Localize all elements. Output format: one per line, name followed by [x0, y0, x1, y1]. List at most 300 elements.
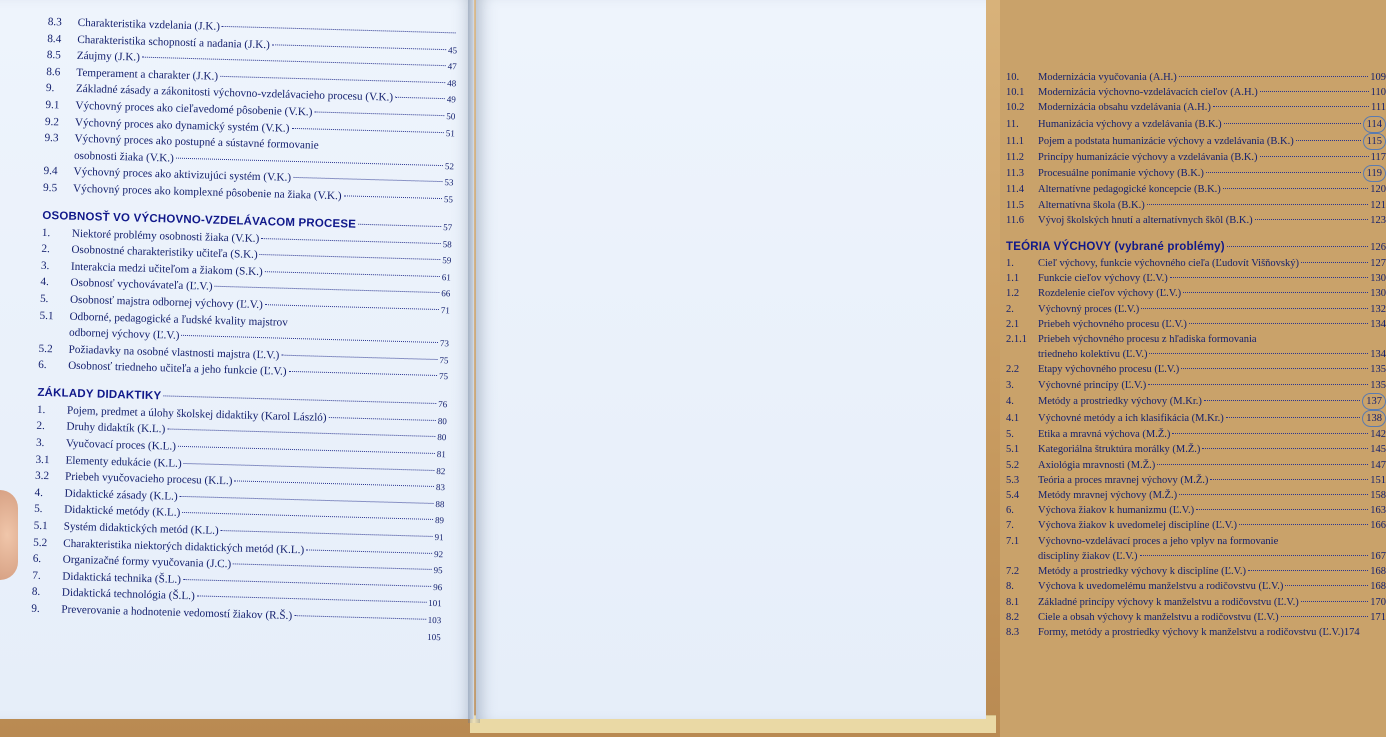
toc-entry-number: 2.	[41, 243, 50, 256]
toc-entry-title: Vývoj školských hnutí a alternatívnych škôl (B.K.)	[1038, 214, 1253, 226]
toc-entry-page: 52	[444, 160, 455, 172]
leader-dots	[1260, 156, 1369, 157]
section-heading-teoria-vychovy	[1006, 238, 1386, 256]
toc-entry-page: 71	[440, 304, 451, 316]
toc-entry	[1006, 473, 1386, 488]
toc-entry-title: Vyučovací proces (K.L.)	[65, 437, 177, 453]
toc-entry	[1006, 564, 1386, 579]
leader-dots	[293, 177, 442, 182]
toc-entry-page: 119	[1363, 165, 1386, 182]
toc-entry-number: 3.	[1006, 379, 1014, 391]
toc-entry-title: Humanizácia výchovy a vzdelávania (B.K.)	[1038, 118, 1222, 130]
toc-entry-page: 66	[441, 288, 451, 299]
leader-dots	[329, 417, 436, 421]
toc-entry-title: Axiológia mravnosti (M.Ž.)	[1038, 459, 1156, 471]
toc-entry	[1006, 302, 1386, 317]
toc-entry-page: 109	[1370, 72, 1386, 83]
leader-dots	[291, 127, 443, 132]
leader-dots	[1141, 308, 1368, 309]
toc-entry-page: 135	[1370, 364, 1386, 376]
toc-entry-title: Výchovný proces ako dynamický systém (V.K.)	[74, 116, 290, 135]
toc-entry-title: Priebeh vyučovacieho procesu (K.L.)	[64, 470, 233, 488]
toc-entry	[1006, 213, 1386, 228]
toc-entry-page: 138	[1362, 410, 1386, 427]
toc-entry-page: 127	[1370, 258, 1386, 270]
toc-entry	[1006, 256, 1386, 271]
leader-dots	[1172, 433, 1368, 434]
toc-entry-page: 134	[1370, 318, 1386, 330]
toc-entry-page: 166	[1370, 520, 1386, 532]
toc-entry	[1006, 85, 1386, 100]
leader-dots	[1147, 204, 1369, 205]
toc-entry-title-continued: osobnosti žiaka (V.K.)	[73, 149, 175, 165]
leader-dots	[184, 463, 435, 471]
toc-entry-page: 58	[442, 238, 452, 249]
toc-entry-page: 135	[1370, 379, 1386, 391]
toc-entry-number: 2.	[1006, 303, 1014, 315]
toc-entry-title: Odborné, pedagogické a ľudské kvality majstrov	[69, 310, 288, 329]
leader-dots	[197, 596, 426, 603]
toc-entry-number: 5.3	[1006, 474, 1020, 486]
toc-entry-title: Výchovný proces ako cieľavedomé pôsobenie (V.K.)	[75, 99, 313, 119]
toc-entry-number: 1.2	[1006, 288, 1020, 300]
toc-entry-number: 2.1	[1006, 318, 1020, 330]
right-page	[476, 0, 1386, 719]
leader-dots	[142, 57, 446, 66]
toc-entry-title: Alternatívna škola (B.K.)	[1038, 199, 1145, 211]
toc-entry	[1006, 332, 1386, 347]
toc-entry	[1006, 182, 1386, 197]
leader-dots	[395, 97, 445, 99]
toc-entry-title: Priebeh výchovného procesu z hľadiska formovania	[1038, 334, 1257, 346]
toc-entry-title: Kategoriálna štruktúra morálky (M.Ž.)	[1038, 444, 1201, 456]
toc-entry-title: Základné zásady a zákonitosti výchovno-vzdelávacieho procesu (V.K.)	[75, 83, 394, 105]
toc-entry-number: 7.2	[1006, 566, 1020, 578]
toc-entry-title: Cieľ výchovy, funkcie výchovného cieľa (Ľudovít Višňovský)	[1038, 258, 1300, 270]
toc-entry-title: Metódy a prostriedky výchovy (M.Kr.)	[1038, 395, 1202, 407]
toc-entry	[1006, 427, 1386, 442]
leader-dots	[1202, 448, 1368, 449]
toc-entry	[1006, 198, 1386, 213]
toc-entry-page: 47	[447, 61, 457, 72]
toc-entry-page: 130	[1370, 273, 1386, 285]
toc-entry-page: 171	[1370, 611, 1386, 623]
leader-dots	[1196, 509, 1368, 510]
toc-entry-page: 103	[427, 614, 442, 626]
section-heading-text: ZÁKLADY DIDAKTIKY	[37, 386, 162, 403]
toc-entry-page: 80	[437, 415, 447, 427]
toc-entry-title: Princípy humanizácie výchovy a vzdelávania (B.K.)	[1038, 152, 1258, 164]
leader-dots	[1170, 277, 1368, 278]
leader-dots	[314, 111, 444, 116]
toc-entry-title: Didaktické metódy (K.L.)	[63, 504, 181, 520]
toc-entry-number: 11.6	[1006, 214, 1024, 226]
leader-dots	[281, 354, 437, 359]
toc-entry-page: 151	[1370, 474, 1386, 486]
toc-entry-page: 75	[438, 371, 449, 382]
toc-entry-title: Osobnosť majstra odbornej výchovy (Ľ.V.)	[69, 293, 264, 312]
section-heading-page: 76	[438, 398, 448, 410]
toc-entry-title: Výchova k uvedomelému manželstvu a rodičovstvu (Ľ.V.)	[1038, 581, 1284, 593]
toc-entry	[1006, 271, 1386, 286]
toc-entry-number: 1.	[1006, 258, 1014, 270]
toc-entry-title: Elementy edukácie (K.L.)	[65, 454, 182, 470]
toc-entry-number: 7.	[32, 569, 41, 582]
toc-entry-page: 134	[1370, 349, 1386, 361]
toc-entry-title: Základné princípy výchovy k manželstvu a rodičovstvu (Ľ.V.)	[1038, 596, 1299, 608]
toc-entry	[1006, 488, 1386, 503]
toc-entry-number: 5.2	[33, 536, 48, 549]
toc-entry-number: 5.	[33, 503, 43, 516]
toc-entry	[1006, 286, 1386, 301]
toc-entry-page: 101	[428, 598, 442, 609]
toc-entry-title-continued: odbornej výchovy (Ľ.V.)	[68, 326, 180, 342]
toc-entry-number: 5.1	[39, 309, 54, 322]
toc-entry-page: 82	[436, 465, 446, 476]
toc-entry-number: 10.2	[1006, 102, 1025, 114]
toc-entry-page: 75	[439, 354, 449, 366]
toc-entry	[1006, 442, 1386, 457]
toc-entry-page: 96	[433, 581, 443, 593]
toc-entry-title: Priebeh výchovného procesu (Ľ.V.)	[1038, 318, 1187, 330]
toc-entry-number: 11.	[1006, 118, 1019, 130]
left-page	[0, 0, 474, 719]
leader-dots	[1239, 524, 1368, 525]
toc-entry	[1006, 317, 1386, 332]
leader-dots	[1179, 76, 1368, 77]
toc-entry	[1006, 534, 1386, 549]
leader-dots	[1213, 106, 1369, 107]
toc-entry-page: 95	[433, 565, 443, 576]
toc-entry-title: Záujmy (J.K.)	[76, 50, 141, 64]
toc-entry-page: 81	[436, 449, 446, 460]
toc-entry-title: Didaktická technika (Š.L.)	[62, 570, 182, 586]
leader-dots	[220, 76, 445, 83]
section-heading-text: TEÓRIA VÝCHOVY (vybrané problémy)	[1006, 241, 1225, 254]
toc-entry-title: Druhy didaktík (K.L.)	[66, 421, 166, 436]
toc-entry-page: 147	[1370, 459, 1386, 471]
toc-entry	[1006, 133, 1386, 150]
toc-entry-number: 3.	[40, 259, 50, 272]
toc-entry-number: 9.1	[45, 98, 60, 112]
toc-entry-page: 51	[445, 127, 455, 138]
leader-dots	[358, 223, 441, 226]
leader-dots	[222, 26, 456, 34]
toc-entry	[1006, 378, 1386, 393]
toc-entry-number: 2.1.1	[1006, 334, 1027, 346]
section-spacer	[1006, 228, 1386, 238]
toc-entry	[1006, 458, 1386, 473]
leader-dots	[1183, 292, 1368, 293]
toc-entry-page: 88	[435, 498, 445, 510]
toc-entry-number: 4.	[1006, 395, 1014, 407]
leader-dots	[215, 286, 440, 293]
toc-entry-title: Preverovanie a hodnotenie vedomostí žiakov (R.Š.)	[61, 603, 293, 623]
toc-entry	[1006, 70, 1386, 85]
toc-entry-title: Ciele a obsah výchovy k manželstvu a rodičovstvu (Ľ.V.)	[1038, 611, 1279, 623]
trailing-page-number: 105	[427, 631, 441, 642]
toc-entry-page: 167	[1370, 550, 1386, 562]
leader-dots	[1204, 400, 1360, 401]
leader-dots	[1224, 123, 1361, 124]
toc-entry-title-continued: disciplíny žiakov (Ľ.V.)	[1038, 550, 1138, 562]
toc-entry-title: Výchovné metódy a ich klasifikácia (M.Kr.)	[1038, 413, 1224, 425]
toc-entry-page: 168	[1370, 566, 1386, 578]
leader-dots	[260, 254, 441, 260]
leader-dots	[306, 549, 432, 554]
leader-dots	[261, 238, 440, 244]
leader-dots	[1189, 323, 1368, 324]
leader-dots	[33, 625, 425, 636]
left-page-toc	[31, 14, 458, 645]
toc-entry-page: 132	[1370, 303, 1386, 315]
toc-entry-number: 1.	[36, 403, 46, 416]
leader-dots	[1248, 570, 1368, 571]
toc-entry-title: Výchova žiakov k uvedomelej disciplíne (Ľ.V.)	[1038, 520, 1237, 532]
toc-entry-page: 45	[448, 44, 458, 56]
toc-entry-page: 142	[1370, 429, 1386, 441]
toc-entry-number: 6.	[32, 553, 42, 566]
toc-entry-page: 168	[1370, 581, 1386, 593]
toc-entry	[1006, 165, 1386, 182]
toc-entry-title: Výchovný proces ako komplexné pôsobenie na žiaka (V.K.)	[72, 182, 342, 203]
toc-entry-number: 2.2	[1006, 364, 1020, 376]
toc-entry	[1006, 393, 1386, 410]
toc-entry-number: 8.	[31, 586, 41, 599]
leader-dots	[178, 446, 435, 454]
toc-entry-continuation	[1006, 347, 1386, 362]
toc-entry-number: 8.	[1006, 581, 1014, 593]
toc-entry-title: Výchovný proces ako postupné a sústavné formovanie	[74, 132, 319, 152]
toc-entry-title: Výchovno-vzdelávací proces a jeho vplyv na formovanie	[1038, 535, 1279, 547]
toc-entry-page: 117	[1370, 152, 1386, 164]
leader-dots	[1157, 464, 1368, 465]
toc-entry-number: 9.	[45, 82, 55, 95]
section-heading-text: OSOBNOSŤ VO VÝCHOVNO-VZDELÁVACOM PROCESE	[42, 209, 357, 231]
toc-entry-number: 7.	[1006, 520, 1014, 532]
toc-entry-page: 163	[1370, 505, 1386, 517]
toc-entry-number: 11.5	[1006, 199, 1024, 211]
toc-entry-number: 6.	[1006, 505, 1014, 517]
toc-entry-title: Formy, metódy a prostriedky výchovy k manželstvu a rodičovstvu (Ľ.V.)	[1038, 626, 1344, 638]
toc-entry-number: 3.	[35, 436, 45, 450]
toc-entry	[1006, 579, 1386, 594]
toc-entry-page: 48	[447, 77, 457, 89]
leader-dots	[1140, 555, 1369, 556]
toc-entry-title: Organizačné formy vyučovania (J.C.)	[62, 553, 232, 571]
toc-entry-number: 8.6	[46, 65, 61, 79]
toc-entry-number: 8.2	[1006, 611, 1020, 623]
leader-dots	[1301, 262, 1368, 263]
toc-entry	[1006, 595, 1386, 610]
toc-entry-page: 92	[433, 548, 444, 559]
toc-entry-page: 170	[1370, 596, 1386, 608]
leader-dots	[1296, 140, 1361, 141]
toc-entry-title: Niektoré problémy osobnosti žiaka (V.K.)	[71, 227, 260, 245]
toc-entry-number: 4.1	[1006, 413, 1020, 425]
toc-entry	[1006, 503, 1386, 518]
toc-entry-number: 8.3	[47, 15, 62, 29]
leader-dots	[1149, 353, 1368, 354]
toc-entry-title: Charakteristika niektorých didaktických metód (K.L.)	[63, 537, 305, 556]
toc-entry-number: 1.1	[1006, 273, 1020, 285]
toc-entry-title: Osobnostné charakteristiky učiteľa (S.K.)	[71, 243, 258, 262]
toc-entry-number: 11.3	[1006, 168, 1024, 180]
toc-entry	[1006, 410, 1386, 427]
toc-entry-title: Rozdelenie cieľov výchovy (Ľ.V.)	[1038, 288, 1182, 300]
toc-entry-number: 9.2	[44, 115, 60, 128]
leader-dots	[1226, 417, 1361, 418]
toc-entry-title: Výchovný proces (Ľ.V.)	[1038, 303, 1140, 315]
toc-entry-number: 2.	[36, 420, 46, 433]
toc-entry-page: 83	[435, 482, 446, 493]
toc-entry-title: Výchovné princípy (Ľ.V.)	[1038, 379, 1147, 391]
leader-dots	[272, 44, 446, 50]
leader-dots	[289, 371, 437, 376]
toc-entry-title: Didaktická technológia (Š.L.)	[61, 587, 195, 603]
toc-entry-page: 49	[446, 94, 456, 105]
toc-entry-page: 123	[1370, 214, 1386, 226]
toc-entry-number: 9.	[31, 602, 40, 615]
toc-entry-title: Teória a proces mravnej výchovy (M.Ž.)	[1038, 474, 1209, 486]
toc-entry	[1006, 362, 1386, 377]
toc-entry-number: 9.5	[42, 181, 58, 195]
toc-entry-number: 9.3	[44, 132, 59, 145]
toc-entry-page: 91	[434, 532, 444, 543]
toc-entry-title: Pojem a podstata humanizácie výchovy a vzdelávania (B.K.)	[1038, 135, 1294, 147]
toc-entry-title: Modernizácia vyučovania (A.H.)	[1038, 72, 1177, 83]
toc-entry-page: 110	[1370, 87, 1386, 99]
toc-entry-title: Etapy výchovného procesu (Ľ.V.)	[1038, 364, 1180, 376]
leader-dots	[344, 195, 442, 199]
toc-entry-page: 121	[1370, 199, 1386, 211]
leader-dots	[1255, 219, 1369, 220]
toc-entry-page: 55	[443, 194, 454, 205]
toc-entry-page: 50	[446, 111, 456, 122]
leader-dots	[233, 564, 431, 571]
section-heading-page: 57	[443, 221, 453, 232]
toc-entry-number: 5.1	[1006, 444, 1020, 456]
toc-entry-title: Charakteristika vzdelania (J.K.)	[77, 16, 221, 33]
toc-entry-page: 145	[1370, 444, 1386, 456]
leader-dots	[234, 481, 433, 488]
toc-entry-number: 4.	[40, 276, 50, 289]
toc-entry-page: 115	[1363, 133, 1386, 150]
toc-entry-page: 61	[441, 271, 451, 283]
leader-dots	[294, 615, 426, 620]
toc-entry	[1006, 100, 1386, 115]
toc-entry-title: Metódy a prostriedky výchovy k disciplíne (Ľ.V.)	[1038, 566, 1247, 578]
toc-entry-page: 73	[439, 338, 450, 349]
thumb	[0, 490, 18, 580]
toc-entry	[1006, 116, 1386, 133]
toc-entry-page: 59	[442, 255, 452, 266]
leader-dots	[183, 579, 431, 587]
toc-entry-number: 8.1	[1006, 596, 1020, 608]
toc-entry-title: Alternatívne pedagogické koncepcie (B.K.)	[1038, 184, 1221, 196]
toc-entry-number: 8.3	[1006, 626, 1020, 638]
leader-dots	[1223, 188, 1368, 189]
toc-entry-number: 7.1	[1006, 535, 1020, 547]
toc-entry-title: Etika a mravná výchova (M.Ž.)	[1038, 429, 1171, 441]
toc-entry-title: Výchovný proces ako aktivizujúci systém (V.K.)	[73, 166, 292, 185]
toc-entry-number: 9.4	[43, 165, 58, 178]
toc-entry-title: Metódy mravnej výchovy (M.Ž.)	[1038, 490, 1178, 502]
toc-entry-number: 8.4	[47, 32, 62, 45]
toc-entry-page: 130	[1370, 288, 1386, 300]
leader-dots	[181, 335, 438, 343]
leader-dots	[1260, 91, 1369, 92]
toc-entry-number: 11.4	[1006, 184, 1024, 196]
right-page-toc	[1006, 70, 1386, 640]
leader-dots	[182, 512, 433, 520]
toc-entry-title: Systém didaktických metód (K.L.)	[63, 520, 219, 537]
toc-entry-page: 114	[1363, 116, 1386, 133]
toc-entry-title: Osobnosť vychovávateľa (Ľ.V.)	[70, 277, 213, 294]
leader-dots	[1227, 246, 1368, 247]
toc-entry-continuation	[1006, 549, 1386, 564]
section-heading-page: 126	[1370, 242, 1386, 254]
toc-entry-number: 11.1	[1006, 135, 1024, 147]
leader-dots	[180, 496, 434, 504]
toc-entry-number: 11.2	[1006, 152, 1024, 164]
toc-entry-number: 3.2	[34, 470, 50, 483]
leader-dots	[1181, 368, 1368, 369]
toc-entry-title: Charakteristika schopností a nadania (J.K.)	[77, 33, 271, 51]
leader-dots	[1206, 172, 1361, 173]
toc-entry-number: 5.	[39, 292, 49, 306]
toc-entry-title: Modernizácia výchovno-vzdelávacích cieľov (A.H.)	[1038, 87, 1258, 99]
leader-dots	[1179, 494, 1368, 495]
toc-entry-number: 5.	[1006, 429, 1014, 441]
toc-entry-title-continued: triedneho kolektívu (Ľ.V.)	[1038, 349, 1148, 361]
toc-entry	[1006, 518, 1386, 533]
toc-entry-number: 5.2	[1006, 459, 1020, 471]
leader-dots	[1301, 601, 1368, 602]
toc-entry	[1006, 150, 1386, 165]
leader-dots	[221, 530, 433, 537]
toc-entry	[1006, 610, 1386, 625]
toc-entry-number: 5.2	[38, 342, 53, 355]
toc-entry-page: 80	[437, 432, 447, 443]
toc-entry-page: 158	[1370, 490, 1386, 502]
toc-entry-title: Didaktické zásady (K.L.)	[64, 487, 178, 503]
toc-entry-page: 53	[444, 177, 454, 188]
toc-entry-title: Procesuálne ponímanie výchovy (B.K.)	[1038, 168, 1204, 180]
leader-dots	[265, 271, 440, 277]
toc-entry-title: Pojem, predmet a úlohy školskej didaktiky (Karol László)	[66, 404, 327, 424]
toc-entry-number: 6.	[38, 359, 47, 372]
toc-entry-number: 10.1	[1006, 87, 1025, 99]
toc-entry-title: Požiadavky na osobné vlastnosti majstra (Ľ.V.)	[68, 343, 280, 362]
leader-dots	[1281, 616, 1369, 617]
toc-entry-number: 3.1	[35, 453, 50, 466]
toc-entry-number: 10.	[1006, 72, 1020, 83]
toc-entry-title: Funkcie cieľov výchovy (Ľ.V.)	[1038, 273, 1168, 285]
leader-dots	[1210, 479, 1368, 480]
toc-entry-number: 8.5	[46, 49, 61, 62]
toc-entry-number: 5.1	[33, 519, 48, 533]
leader-dots	[1148, 384, 1368, 385]
toc-entry-number: 5.4	[1006, 490, 1020, 502]
toc-entry-page: 174	[1343, 626, 1360, 638]
toc-entry-title: Temperament a charakter (J.K.)	[76, 66, 219, 83]
leader-dots	[167, 429, 435, 437]
toc-entry-number: 1.	[41, 226, 51, 239]
toc-entry-title: Osobnosť triedneho učiteľa a jeho funkcie (Ľ.V.)	[68, 359, 287, 379]
toc-entry-page: 137	[1362, 393, 1386, 410]
toc-entry	[1006, 625, 1386, 640]
